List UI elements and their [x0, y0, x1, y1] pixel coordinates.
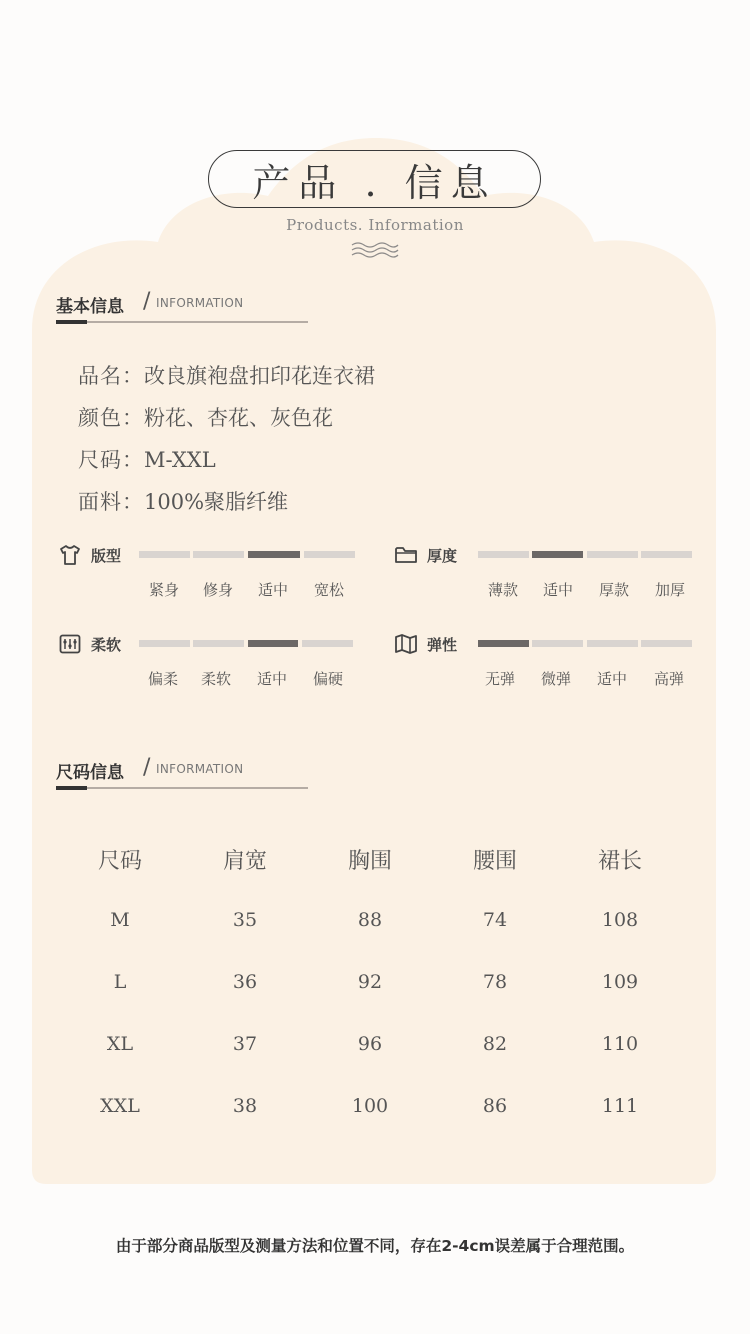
level-bar [478, 551, 529, 558]
basic-info-slash: / [143, 289, 151, 314]
table-cell: 88 [357, 909, 383, 931]
size-info-title: 尺码信息 [56, 763, 124, 783]
table-cell: 74 [482, 909, 508, 931]
fabric-icon [58, 632, 82, 656]
heading-underline-accent [56, 320, 87, 324]
column-header: 腰围 [472, 849, 517, 874]
level-bar [532, 640, 583, 647]
folder-icon [394, 543, 418, 567]
table-cell: M [110, 909, 130, 931]
basic-info-heading [56, 289, 308, 326]
level-label: 柔软 [200, 670, 231, 688]
column-header: 胸围 [347, 849, 392, 874]
level-bar [302, 640, 353, 647]
level-bar [587, 551, 638, 558]
table-cell: 92 [357, 971, 383, 993]
table-cell: 110 [601, 1033, 639, 1055]
table-cell: XXL [100, 1095, 140, 1117]
heading-underline-accent [56, 786, 87, 790]
level-bar [587, 640, 638, 647]
column-header: 肩宽 [222, 849, 267, 874]
level-bar-selected [248, 551, 300, 558]
level-label: 紧身 [148, 581, 179, 599]
level-label: 宽松 [313, 581, 344, 599]
level-label: 适中 [542, 581, 573, 599]
table-cell: 35 [232, 909, 258, 931]
table-cell: 109 [601, 971, 639, 993]
map-icon [394, 632, 418, 656]
column-header: 裙长 [597, 849, 642, 874]
level-label: 薄款 [487, 581, 518, 599]
level-bar-selected [532, 551, 583, 558]
level-bar [641, 640, 692, 647]
level-bar-selected [248, 640, 298, 647]
page-subtitle: Products. Information [286, 216, 464, 234]
table-cell: 78 [482, 971, 508, 993]
level-label: 适中 [596, 670, 627, 688]
level-bar [641, 551, 692, 558]
table-cell: 37 [232, 1033, 258, 1055]
table-cell: 100 [351, 1095, 389, 1117]
level-bar [193, 640, 244, 647]
info-row-fabric: 面料：100%聚脂纤维 [78, 490, 289, 514]
heading-underline [56, 787, 308, 789]
level-label: 高弹 [653, 670, 684, 688]
table-cell: 82 [482, 1033, 508, 1055]
level-label: 无弹 [484, 670, 515, 688]
level-bar-selected [478, 640, 529, 647]
attribute-elasticity: 弹性 无弹 微弹 适中 高弹 [394, 632, 694, 692]
size-info-subtitle: INFORMATION [156, 762, 244, 776]
attribute-fit: 版型 紧身 修身 适中 宽松 [58, 543, 358, 603]
basic-info-title: 基本信息 [56, 297, 124, 317]
level-label: 厚款 [598, 581, 629, 599]
level-label: 适中 [257, 581, 288, 599]
table-cell: L [113, 971, 127, 993]
info-row-name: 品名：改良旗袍盘扣印花连衣裙 [78, 364, 375, 388]
attribute-thickness: 厚度 薄款 适中 厚款 加厚 [394, 543, 694, 603]
level-label: 微弹 [540, 670, 571, 688]
level-bar [193, 551, 244, 558]
table-cell: 36 [232, 971, 258, 993]
table-cell: 96 [357, 1033, 383, 1055]
table-cell: 108 [601, 909, 639, 931]
info-row-size: 尺码：M-XXL [78, 448, 216, 472]
measurement-note: 由于部分商品版型及测量方法和位置不同，存在2-4cm误差属于合理范围。 [115, 1237, 635, 1255]
wave-decoration-icon [350, 241, 400, 259]
level-label: 偏柔 [147, 670, 178, 688]
size-info-slash: / [143, 755, 151, 780]
level-label: 偏硬 [312, 670, 343, 688]
level-bar [139, 551, 190, 558]
table-cell: 38 [232, 1095, 258, 1117]
table-cell: 111 [601, 1095, 639, 1117]
column-header: 尺码 [97, 849, 142, 874]
level-bar [139, 640, 190, 647]
level-bar [304, 551, 355, 558]
size-info-heading [56, 755, 308, 792]
level-label: 修身 [202, 581, 233, 599]
table-cell: XL [106, 1033, 134, 1055]
level-label: 适中 [256, 670, 287, 688]
attribute-softness: 柔软 偏柔 柔软 适中 偏硬 [58, 632, 358, 692]
page-title: 产品 . 信息 [208, 150, 541, 208]
level-label: 加厚 [654, 581, 685, 599]
table-cell: 86 [482, 1095, 508, 1117]
heading-underline [56, 321, 308, 323]
info-row-color: 颜色：粉花、杏花、灰色花 [78, 406, 333, 430]
shirt-icon [58, 543, 82, 567]
basic-info-subtitle: INFORMATION [156, 296, 244, 310]
